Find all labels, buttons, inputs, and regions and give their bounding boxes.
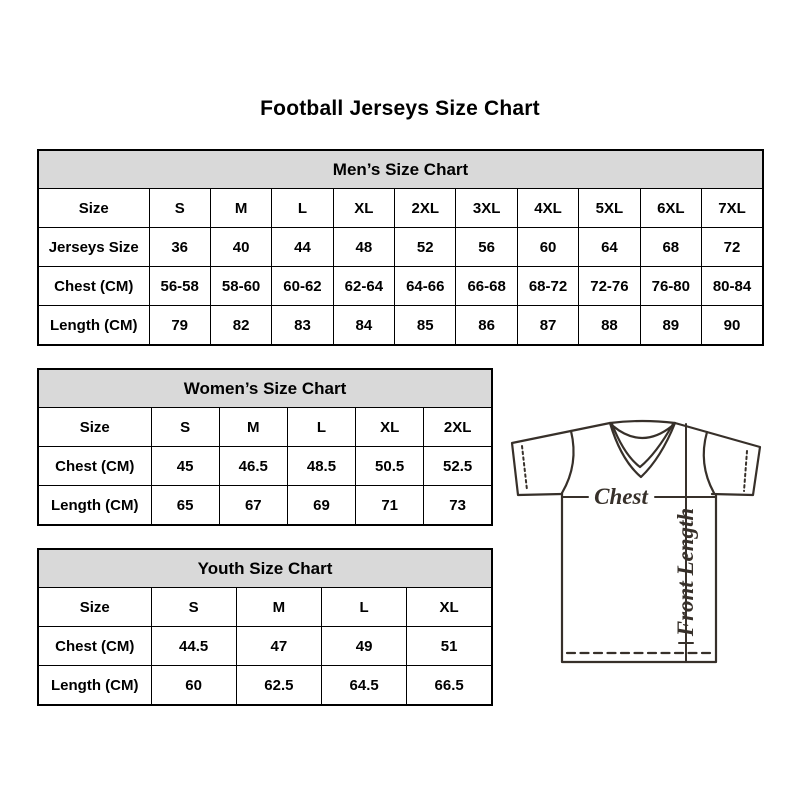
table-cell: 64-66 — [395, 267, 456, 306]
table-cell: 48 — [333, 228, 394, 267]
table-cell: 67 — [219, 486, 287, 526]
table-cell: XL — [333, 189, 394, 228]
table-cell: 47 — [236, 627, 321, 666]
table-row — [38, 627, 492, 666]
table-cell: 40 — [210, 228, 271, 267]
table-cell: 76-80 — [640, 267, 701, 306]
table-row — [38, 666, 492, 706]
womens-size-table — [37, 368, 493, 526]
table-cell: 2XL — [395, 189, 456, 228]
table-cell: 56 — [456, 228, 517, 267]
table-cell: 62.5 — [236, 666, 321, 706]
row-label: Chest (CM) — [38, 447, 151, 486]
table-row — [38, 588, 492, 627]
table-cell: M — [219, 408, 287, 447]
table-cell: 49 — [322, 627, 407, 666]
jersey-diagram — [505, 400, 775, 680]
table-cell: 72 — [702, 228, 763, 267]
table-cell: S — [149, 189, 210, 228]
table-cell: 7XL — [702, 189, 763, 228]
table-cell: 2XL — [424, 408, 492, 447]
table-cell: 44.5 — [151, 627, 236, 666]
table-cell: M — [236, 588, 321, 627]
table-cell: 85 — [395, 306, 456, 346]
page-title: Football Jerseys Size Chart — [260, 97, 540, 120]
table-cell: 46.5 — [219, 447, 287, 486]
table-cell: 36 — [149, 228, 210, 267]
table-cell: 3XL — [456, 189, 517, 228]
row-label: Size — [38, 588, 151, 627]
table-row — [38, 267, 763, 306]
table-cell: 4XL — [517, 189, 578, 228]
table-cell: S — [151, 588, 236, 627]
table-cell: 71 — [356, 486, 424, 526]
table-row — [38, 189, 763, 228]
table-header-row — [38, 369, 492, 408]
row-label: Size — [38, 189, 149, 228]
table-cell: M — [210, 189, 271, 228]
table-cell: 60 — [151, 666, 236, 706]
jersey-collar-top-edge — [610, 421, 675, 423]
table-cell: 51 — [407, 627, 492, 666]
table-header-row — [38, 549, 492, 588]
womens-table-title: Women’s Size Chart — [38, 369, 492, 408]
table-cell: 69 — [287, 486, 355, 526]
jersey-collar-back-arc — [613, 426, 672, 438]
table-cell: 68-72 — [517, 267, 578, 306]
row-label: Length (CM) — [38, 306, 149, 346]
table-cell: 89 — [640, 306, 701, 346]
table-cell: 50.5 — [356, 447, 424, 486]
row-label: Length (CM) — [38, 486, 151, 526]
table-cell: 45 — [151, 447, 219, 486]
table-row — [38, 228, 763, 267]
table-cell: 62-64 — [333, 267, 394, 306]
table-cell: L — [287, 408, 355, 447]
table-cell: 5XL — [579, 189, 640, 228]
table-cell: 44 — [272, 228, 333, 267]
table-cell: 86 — [456, 306, 517, 346]
mens-size-table — [37, 149, 764, 346]
table-row — [38, 486, 492, 526]
table-cell: 68 — [640, 228, 701, 267]
row-label: Chest (CM) — [38, 627, 151, 666]
table-row — [38, 408, 492, 447]
mens-table-title: Men’s Size Chart — [38, 150, 763, 189]
row-label: Chest (CM) — [38, 267, 149, 306]
table-cell: S — [151, 408, 219, 447]
chest-label: Chest — [594, 484, 648, 509]
row-label: Size — [38, 408, 151, 447]
table-cell: 6XL — [640, 189, 701, 228]
table-cell: 82 — [210, 306, 271, 346]
table-cell: L — [272, 189, 333, 228]
table-cell: L — [322, 588, 407, 627]
table-cell: 84 — [333, 306, 394, 346]
table-row — [38, 306, 763, 346]
table-cell: XL — [356, 408, 424, 447]
table-cell: 88 — [579, 306, 640, 346]
youth-size-table — [37, 548, 493, 706]
table-header-row — [38, 150, 763, 189]
table-cell: 72-76 — [579, 267, 640, 306]
table-cell: 58-60 — [210, 267, 271, 306]
row-label: Jerseys Size — [38, 228, 149, 267]
table-cell: 87 — [517, 306, 578, 346]
table-cell: 64.5 — [322, 666, 407, 706]
table-cell: 66.5 — [407, 666, 492, 706]
jersey-left-armhole-seam — [562, 431, 574, 493]
table-cell: 80-84 — [702, 267, 763, 306]
table-cell: 48.5 — [287, 447, 355, 486]
right-cuff-stitch-line — [744, 451, 747, 491]
left-cuff-stitch-line — [522, 446, 527, 490]
table-cell: 52 — [395, 228, 456, 267]
front-length-label: Front Length — [673, 507, 698, 637]
table-cell: 90 — [702, 306, 763, 346]
table-cell: 73 — [424, 486, 492, 526]
row-label: Length (CM) — [38, 666, 151, 706]
table-cell: 56-58 — [149, 267, 210, 306]
youth-table-title: Youth Size Chart — [38, 549, 492, 588]
jersey-right-armhole-seam — [704, 432, 714, 493]
table-cell: 52.5 — [424, 447, 492, 486]
table-cell: 66-68 — [456, 267, 517, 306]
table-row — [38, 447, 492, 486]
table-cell: 65 — [151, 486, 219, 526]
table-cell: 60 — [517, 228, 578, 267]
table-cell: 83 — [272, 306, 333, 346]
table-cell: 60-62 — [272, 267, 333, 306]
table-cell: 79 — [149, 306, 210, 346]
table-cell: 64 — [579, 228, 640, 267]
table-cell: XL — [407, 588, 492, 627]
